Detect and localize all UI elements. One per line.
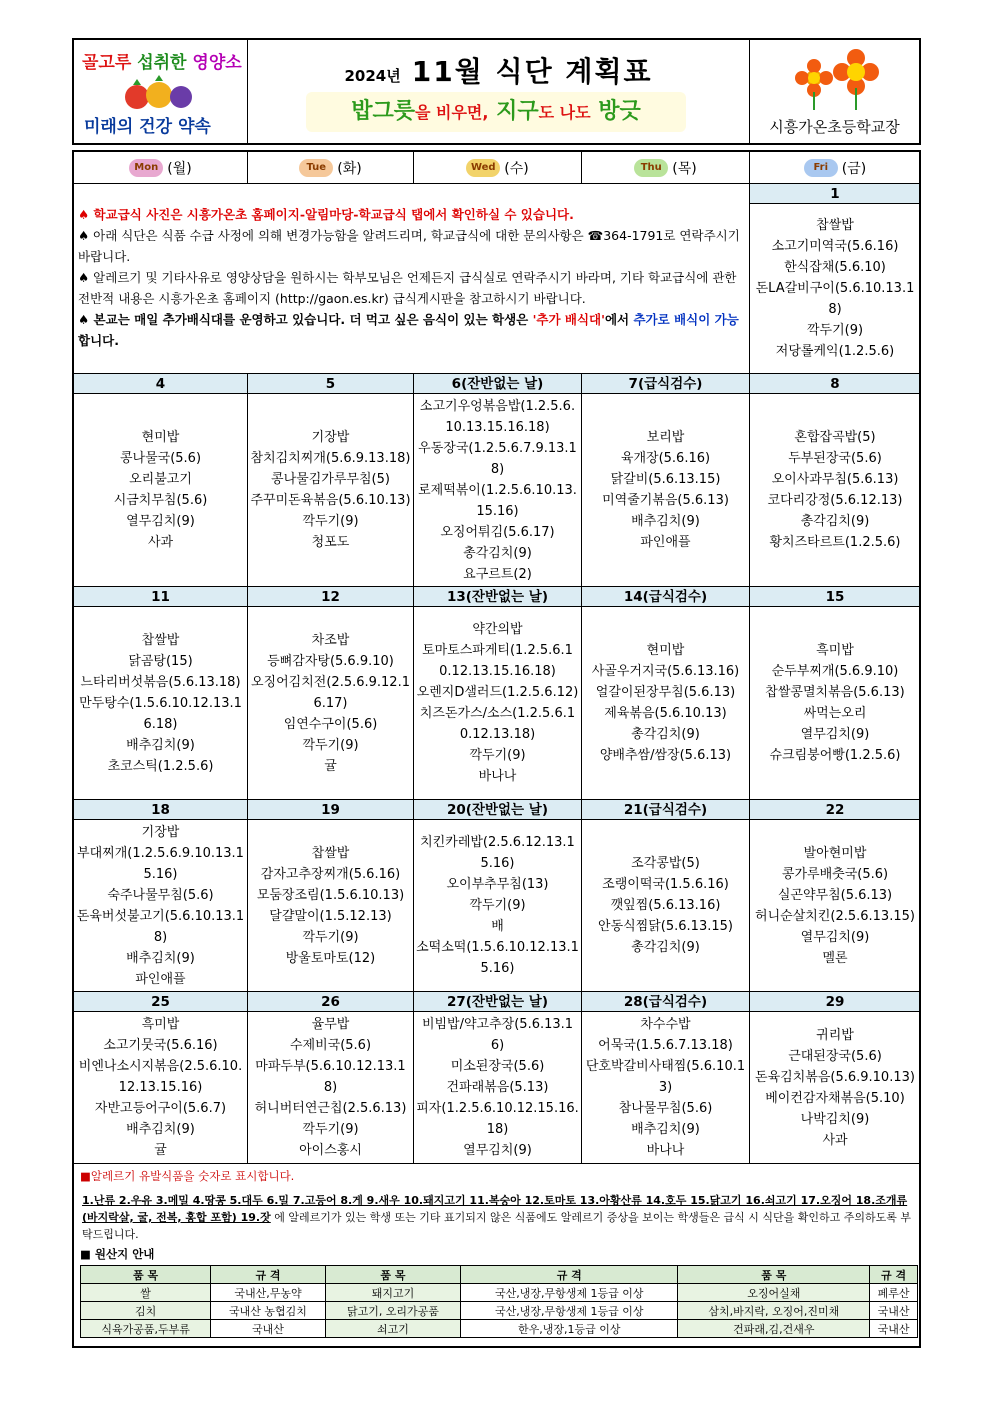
allergy-list: 1.난류 2.우유 3.메밀 4.땅콩 5.대두 6.밀 7.고등어 8.게 9.새우 10.돼지고기 11.복숭아 12.토마토 13.아황산류 14.호두 15.닭고기 16.쇠고기 17.오징어 18.조개류(바지락살, 굴, 전복, 홍합 포함) 19.잣 에 알레르기가 있는 학생 또는 기타 표기되지 않은 식품에도 알레르기 증상을 보이는 학생들은 급식 시 식단을 확인하고 주의하도록 부탁드립니다. — [82, 1194, 911, 1241]
date-label: 22 — [750, 800, 921, 820]
menu-item: 기장밥 — [141, 824, 180, 840]
menu-item: 소고기미역국(5.6.16) — [771, 239, 899, 254]
date-label: 6(잔반없는 날) — [414, 374, 582, 394]
notice-photos: ♠ 학교급식 사진은 시흥가온초 홈페이지-알림마당-학교급식 탭에서 확인하실 수 있습니다. — [78, 207, 574, 222]
title-year: 2024년 — [344, 67, 401, 85]
meal-cell — [414, 820, 582, 992]
day-label: (수) — [504, 160, 529, 177]
meal-cell — [750, 1012, 921, 1164]
logo-slogan-bottom: 미래의 건강 약속 — [84, 117, 211, 137]
menu-item: 저당롤케익(1.2.5.6) — [775, 344, 895, 359]
date-label: 5 — [248, 374, 414, 394]
menu-item: 차수수밥 — [640, 1017, 691, 1032]
menu-item: 미역줄기볶음(5.6.13) — [602, 493, 729, 508]
menu-item: 부대찌개(1.2.5.6.9.10.13.15.16) — [77, 845, 244, 882]
menu-item: 치킨카레밥(2.5.6.12.13.15.16) — [420, 835, 575, 871]
menu-item: 파인애플 — [640, 535, 691, 550]
menu-item: 돈LA갈비구이(5.6.10.13.18) — [755, 281, 915, 317]
day-label: (목) — [672, 160, 697, 177]
date-label: 12 — [248, 587, 414, 607]
menu-item: 초코스틱(1.2.5.6) — [107, 758, 214, 774]
menu-item: 총각김치(9) — [631, 940, 700, 955]
menu-item: 우동장국(1.2.5.6.7.9.13.18) — [418, 440, 577, 477]
menu-item: 멜론 — [822, 950, 848, 966]
menu-item: 오징어튀김(5.6.17) — [440, 524, 555, 540]
date-label: 26 — [248, 992, 414, 1012]
menu-item: 깍두기(9) — [469, 748, 526, 763]
menu-item: 콩나물김가루무침(5) — [271, 472, 390, 487]
menu-item: 육개장(5.6.16) — [620, 451, 711, 466]
menu-item: 베이컨감자채볶음(5.10) — [765, 1090, 905, 1106]
date-label: 19 — [248, 800, 414, 820]
menu-item: 허니버터연근칩(2.5.6.13) — [254, 1101, 407, 1116]
menu-item: 얼갈이된장무침(5.6.13) — [595, 685, 736, 700]
menu-item: 한식잡채(5.6.10) — [784, 260, 886, 275]
menu-item: 배추김치(9) — [631, 514, 700, 529]
menu-item: 배추김치(9) — [126, 950, 195, 966]
menu-item: 토마토스파게티(1.2.5.6.10.12.13.15.16.18) — [422, 643, 573, 679]
menu-item: 깍두기(9) — [302, 929, 359, 945]
meal-cell — [248, 607, 414, 800]
school-name: 시흥가온초등학교장 — [769, 118, 900, 136]
menu-item: 황치즈타르트(1.2.5.6) — [769, 535, 901, 550]
day-header — [750, 152, 921, 184]
menu-item: 깍두기(9) — [469, 898, 526, 913]
meal-cell — [750, 607, 921, 800]
menu-item: 돈육김치볶음(5.6.9.10.13) — [755, 1069, 915, 1085]
menu-item: 열무김치(9) — [463, 1143, 532, 1158]
meal-cell — [248, 1012, 414, 1164]
menu-item: 율무밥 — [311, 1017, 350, 1032]
menu-item: 배 — [491, 919, 504, 934]
day-badge-icon: Mon — [129, 159, 163, 177]
notice-changes: ♠ 아래 식단은 식품 수급 사정에 의해 변경가능함을 알려드리며, 학교급식에 대한 문의사항은 ☎364-1791로 연락주시기 바랍니다. — [78, 228, 740, 264]
menu-item: 총각김치(9) — [463, 545, 532, 561]
meal-cell — [582, 394, 750, 587]
menu-item: 오이사과무침(5.6.13) — [771, 472, 899, 487]
menu-item: 깍두기(9) — [302, 1122, 359, 1137]
origin-title: ■ 원산지 안내 — [80, 1247, 155, 1261]
menu-item: 실곤약무침(5.6.13) — [777, 887, 893, 903]
menu-item: 근대된장국(5.6) — [788, 1048, 882, 1064]
menu-item: 싸먹는오리 — [803, 706, 867, 721]
logo-slogan-top: 골고루 섭취한 영양소 — [82, 53, 242, 73]
menu-item: 귀리밥 — [816, 1027, 854, 1043]
menu-item: 오렌지D샐러드(1.2.5.6.12) — [416, 685, 579, 700]
menu-item: 닭곰탕(15) — [128, 653, 193, 669]
menu-item: 슈크림붕어빵(1.2.5.6) — [769, 748, 901, 763]
menu-item: 임연수구이(5.6) — [283, 716, 378, 732]
menu-item: 아이스홍시 — [299, 1143, 362, 1158]
menu-item: 열무김치(9) — [800, 727, 870, 742]
menu-item: 오징어김치전(2.5.6.9.12.16.17) — [251, 674, 410, 711]
date-label: 14(급식검수) — [582, 587, 750, 607]
date-label: 21(급식검수) — [582, 800, 750, 820]
meal-cell — [414, 394, 582, 587]
menu-item: 자반고등어구이(5.6.7) — [94, 1101, 227, 1116]
notice-extra-serving: ♠ 본교는 매일 추가배식대를 운영하고 있습니다. 더 먹고 싶은 음식이 있는 학생은 '추가 배식대'에서 추가로 배식이 가능합니다. — [78, 312, 739, 348]
menu-item: 피자(1.2.5.6.10.12.15.16.18) — [416, 1101, 579, 1137]
meal-cell — [582, 1012, 750, 1164]
menu-item: 방울토마토(12) — [285, 950, 376, 966]
menu-item: 열무김치(9) — [800, 929, 870, 945]
menu-item: 주꾸미돈육볶음(5.6.10.13) — [250, 493, 411, 508]
notice-consult: ♠ 알레르기 및 기타사유로 영양상담을 원하시는 학부모님은 언제든지 급식실로 연락주시기 바라며, 기타 학교급식에 관한 전반적 내용은 시흥가온초 홈페이지 (http://gaon.es.kr) 급식게시판을 참고하시기 바랍니다. — [78, 270, 737, 306]
menu-item: 나박김치(9) — [800, 1111, 870, 1127]
flowers-icon — [782, 48, 892, 112]
menu-calendar — [72, 150, 921, 1348]
menu-item: 감자고추장찌개(5.6.16) — [260, 866, 401, 882]
menu-item: 로제떡볶이(1.2.5.6.10.13.15.16) — [418, 482, 577, 519]
menu-item: 오이부추무침(13) — [446, 877, 549, 892]
campaign-slogan: 밥그릇을 비우면, 지구도 나도 방긋 — [306, 92, 686, 132]
menu-item: 사과 — [147, 535, 174, 550]
menu-item: 배추김치(9) — [126, 1122, 195, 1137]
menu-item: 돈육버섯불고기(5.6.10.13.18) — [76, 908, 245, 945]
origin-table — [80, 1265, 918, 1338]
day-header — [74, 152, 248, 184]
menu-item: 기장밥 — [311, 430, 350, 445]
origin-row: 김치 국내산 농협김치 닭고기, 오리가공품 국산,냉장,무항생제 1등급 이상 삼치,바지락, 오징어,진미채 국내산 — [81, 1302, 918, 1320]
menu-item: 깍두기(9) — [302, 737, 359, 753]
day-header — [248, 152, 414, 184]
menu-item: 수제비국(5.6) — [289, 1038, 372, 1053]
menu-item: 발아현미밥 — [803, 845, 867, 861]
menu-item: 건파래볶음(5.13) — [446, 1080, 549, 1095]
menu-item: 귤 — [154, 1143, 167, 1158]
menu-item: 만두탕수(1.5.6.10.12.13.16.18) — [79, 695, 242, 732]
date-label: 15 — [750, 587, 921, 607]
menu-item: 조랭이떡국(1.5.6.16) — [602, 877, 729, 892]
date-label: 1 — [750, 184, 921, 204]
menu-item: 소고기뭇국(5.6.16) — [103, 1038, 218, 1053]
menu-item: 찹쌀밥 — [816, 218, 854, 233]
menu-item: 소떡소떡(1.5.6.10.12.13.15.16) — [416, 940, 579, 976]
menu-item: 차조밥 — [311, 632, 350, 648]
menu-item: 달걀말이(1.5.12.13) — [269, 908, 392, 924]
date-label: 8 — [750, 374, 921, 394]
menu-item: 치즈돈가스/소스(1.2.5.6.10.12.13.18) — [419, 706, 576, 742]
meal-cell — [750, 204, 921, 374]
day-label: (화) — [337, 160, 362, 177]
menu-item: 깍두기(9) — [806, 323, 864, 338]
menu-item: 닭갈비(5.6.13.15) — [610, 472, 721, 487]
menu-item: 등뼈감자탕(5.6.9.10) — [267, 653, 394, 669]
meal-cell — [750, 394, 921, 587]
menu-item: 숙주나물무침(5.6) — [107, 887, 214, 903]
meal-cell — [582, 607, 750, 800]
origin-header-row: 품 목 규 격 품 목 규 격 품 목 규 격 — [81, 1266, 918, 1284]
meal-cell — [74, 820, 248, 992]
menu-item: 약간의밥 — [472, 622, 523, 637]
menu-item: 바나나 — [646, 1143, 685, 1158]
meal-cell — [74, 1012, 248, 1164]
meal-cell — [74, 607, 248, 800]
day-header — [582, 152, 750, 184]
menu-item: 단호박갈비사태찜(5.6.10.13) — [585, 1059, 746, 1095]
menu-item: 모둠장조림(1.5.6.10.13) — [256, 887, 405, 903]
menu-item: 순두부찌개(5.6.9.10) — [771, 664, 899, 679]
day-label: (금) — [841, 160, 867, 177]
menu-item: 청포도 — [311, 535, 350, 550]
vegetables-icon — [119, 75, 199, 115]
meal-cell — [414, 607, 582, 800]
date-label: 13(잔반없는 날) — [414, 587, 582, 607]
menu-item: 귤 — [324, 758, 337, 774]
day-header — [414, 152, 582, 184]
menu-item: 허니순살치킨(2.5.6.13.15) — [755, 908, 915, 924]
menu-item: 안동식찜닭(5.6.13.15) — [598, 919, 733, 934]
origin-row: 식육가공품,두부류 국내산 쇠고기 한우,냉장,1등급 이상 건파래,김,건새우 국내산 — [81, 1320, 918, 1338]
date-label: 18 — [74, 800, 248, 820]
menu-item: 바나나 — [478, 769, 517, 784]
menu-item: 시금치무침(5.6) — [113, 493, 208, 508]
menu-item: 느타리버섯볶음(5.6.13.18) — [80, 674, 241, 690]
menu-item: 흑미밥 — [816, 643, 854, 658]
date-label: 29 — [750, 992, 921, 1012]
menu-item: 깍두기(9) — [302, 514, 359, 529]
meal-cell — [414, 1012, 582, 1164]
day-label: (월) — [167, 160, 192, 177]
menu-item: 열무김치(9) — [126, 514, 195, 529]
meal-cell — [750, 820, 921, 992]
menu-item: 파인애플 — [135, 971, 186, 987]
menu-item: 오리불고기 — [129, 472, 192, 487]
date-label: 4 — [74, 374, 248, 394]
origin-row: 쌀 국내산,무농약 돼지고기 국산,냉장,무항생제 1등급 이상 오징어실채 페루산 — [81, 1284, 918, 1302]
day-badge-icon: Tue — [299, 159, 333, 177]
menu-item: 현미밥 — [646, 643, 685, 658]
notice-cell — [74, 184, 750, 374]
menu-item: 찹쌀콩멸치볶음(5.6.13) — [765, 685, 905, 700]
menu-item: 소고기우엉볶음밥(1.2.5.6.10.13.15.16.18) — [419, 398, 576, 435]
menu-item: 찹쌀밥 — [311, 845, 350, 861]
day-badge-icon: Wed — [466, 159, 500, 177]
menu-item: 배추김치(9) — [126, 737, 195, 753]
menu-item: 참치김치찌개(5.6.9.13.18) — [250, 451, 411, 466]
meal-cell — [248, 394, 414, 587]
menu-item: 미소된장국(5.6) — [450, 1059, 545, 1074]
menu-item: 혼합잡곡밥(5) — [794, 430, 876, 445]
menu-item: 비빔밥/약고추장(5.6.13.16) — [421, 1017, 574, 1053]
menu-item: 어묵국(1.5.6.7.13.18) — [598, 1038, 733, 1053]
date-label: 27(잔반없는 날) — [414, 992, 582, 1012]
menu-item: 콩가루배춧국(5.6) — [781, 866, 889, 882]
menu-item: 코다리강정(5.6.12.13) — [767, 493, 903, 508]
menu-item: 찹쌀밥 — [141, 632, 180, 648]
allergy-title: ■알레르기 유발식품을 숫자로 표시합니다. — [80, 1169, 295, 1183]
logo-panel — [74, 40, 248, 143]
menu-item: 깻잎찜(5.6.13.16) — [610, 898, 721, 913]
menu-item: 사과 — [822, 1132, 848, 1148]
menu-item: 사골우거지국(5.6.13.16) — [591, 664, 740, 679]
menu-item: 참나물무침(5.6) — [618, 1101, 713, 1116]
day-badge-icon: Fri — [804, 159, 838, 177]
menu-item: 양배추쌈/쌈장(5.6.13) — [599, 748, 732, 763]
menu-item: 현미밥 — [141, 430, 180, 445]
menu-item: 보리밥 — [646, 430, 685, 445]
day-badge-icon: Thu — [634, 159, 668, 177]
menu-item: 두부된장국(5.6) — [788, 451, 882, 466]
menu-item: 비엔나소시지볶음(2.5.6.10.12.13.15.16) — [78, 1059, 243, 1095]
menu-item: 요구르트(2) — [463, 566, 532, 582]
page-title: 11월 식단 계획표 — [411, 55, 653, 88]
date-label: 7(급식검수) — [582, 374, 750, 394]
menu-item: 배추김치(9) — [631, 1122, 700, 1137]
date-label: 11 — [74, 587, 248, 607]
menu-item: 제육볶음(5.6.10.13) — [604, 706, 727, 721]
menu-item: 조각콩밥(5) — [631, 856, 700, 871]
menu-item: 총각김치(9) — [800, 514, 870, 529]
title-panel — [248, 40, 750, 143]
menu-item: 총각김치(9) — [631, 727, 700, 742]
date-label: 20(잔반없는 날) — [414, 800, 582, 820]
meal-cell — [74, 394, 248, 587]
meal-cell — [582, 820, 750, 992]
date-label: 25 — [74, 992, 248, 1012]
menu-item: 마파두부(5.6.10.12.13.18) — [255, 1059, 406, 1095]
page-header — [72, 38, 921, 145]
menu-item: 콩나물국(5.6) — [119, 451, 202, 466]
meal-cell — [248, 820, 414, 992]
date-label: 28(급식검수) — [582, 992, 750, 1012]
menu-item: 흑미밥 — [141, 1017, 180, 1032]
school-panel — [750, 40, 919, 143]
